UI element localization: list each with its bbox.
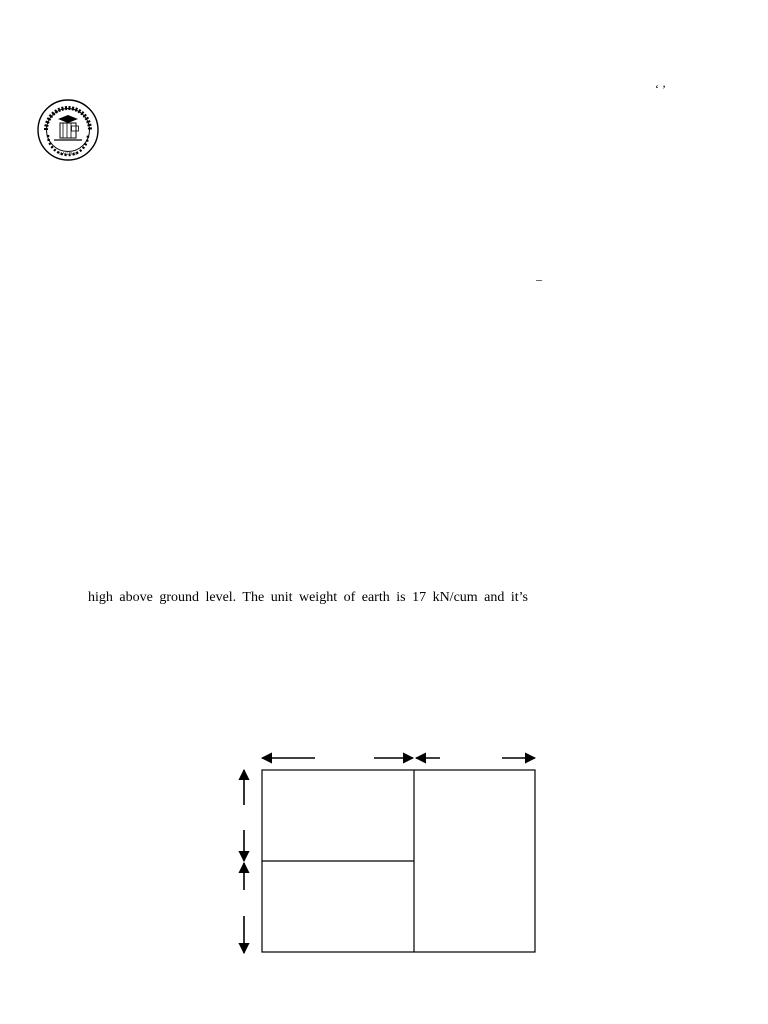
quote-marks: ‘ ’ xyxy=(655,82,666,96)
rectangular-plan-diagram xyxy=(232,748,544,960)
dash-mark: – xyxy=(536,272,542,286)
logo-bottom-text: NAGPUR xyxy=(58,151,78,156)
body-text-line: high above ground level. The unit weight of earth is 17 kN/cum and it’s xyxy=(88,590,528,605)
institute-seal-icon xyxy=(36,98,100,164)
